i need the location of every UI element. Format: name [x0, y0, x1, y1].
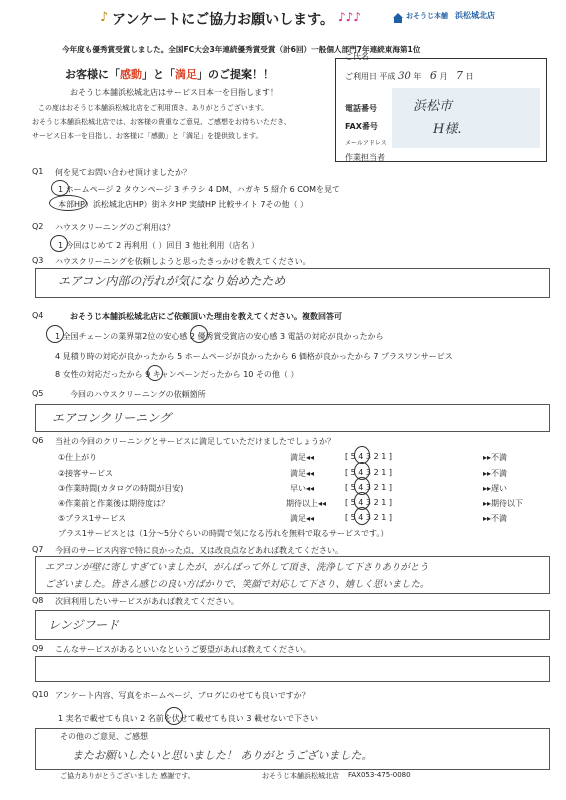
q7-answer-line-1: エアコンが壁に寄しすぎていましたが、がんばって外して頂き、洗浄して下さりありがとう: [45, 562, 429, 573]
q3-label: Q3: [32, 256, 44, 265]
email-label: メールアドレス: [345, 140, 387, 147]
q9-label: Q9: [32, 644, 44, 653]
q6-row-5-scale: [ 5 4 3 2 1 ]: [345, 513, 392, 522]
q5-label: Q5: [32, 389, 44, 398]
q8-answer: レンジフード: [48, 618, 120, 632]
q6-row-2-left: 満足◂◂: [290, 469, 315, 478]
q8-label: Q8: [32, 596, 44, 605]
footer-store: おそうじ本舗浜松城北店: [262, 772, 339, 780]
handwritten-name: H様.: [433, 122, 462, 137]
q4-line-1: 1 全国チェーンの業界第2位の安心感 2 優秀賞受賞店の安心感 3 電話の対応が良かったから: [55, 332, 384, 341]
q3-answer: エアコン内部の汚れが気になり始めたため: [58, 274, 286, 288]
q3-question: ハウスクリーニングを依頼しようと思ったきっかけを教えてください。: [55, 257, 311, 266]
q2-answer-circle: [50, 235, 68, 252]
q6-row-1-left: 満足◂◂: [290, 453, 315, 462]
music-note-icon: ♪: [100, 10, 109, 25]
q5-answer: エアコンクリーニング: [52, 411, 171, 425]
q9-question: こんなサービスがあるといいなというご要望があれば教えてください。: [55, 645, 311, 654]
proposal-text: お客様に「感動」と「満足」のご提案！！: [65, 68, 274, 81]
q7-answer-line-2: ございました。皆さん感じの良い方ばかりで、笑顔で対応して下さり、嬉しく思いました。: [45, 579, 430, 590]
q6-row-5-item: ⑤プラス1サービス: [58, 514, 127, 523]
q1-options-2: 本部HP）浜松城北店HP）街ネタHP 実績HP 比較サイト 7その他（ ）: [58, 200, 309, 209]
q6-row-3-left: 早い◂◂: [290, 484, 315, 493]
q6-row-3-right: ▸▸遅い: [483, 484, 508, 493]
fax-label: FAX番号: [345, 122, 378, 131]
q6-row-2-right: ▸▸不満: [483, 469, 508, 478]
q6-note: プラス1サービスとは（1分～5分ぐらいの時間で気になる汚れを無料で取るサービスです。）: [58, 529, 389, 538]
brand-logo: おそうじ本舗: [406, 12, 448, 20]
intro-p3: サービス日本一を目指し、お客様に「感動」と「満足」を提供致します。: [32, 132, 263, 140]
q4-label: Q4: [32, 311, 44, 320]
q10-answer-circle: [165, 707, 183, 725]
q6-row-1-right: ▸▸不満: [483, 453, 508, 462]
date-month: 6: [429, 69, 437, 82]
q6-row-3-scale: [ 5 4 3 2 1 ]: [345, 483, 392, 492]
service-text: おそうじ本舗浜松城北店はサービス日本一を目指します！: [70, 88, 278, 97]
date-day: 7: [456, 69, 464, 82]
date-year: 30: [398, 71, 411, 82]
store-logo: 浜松城北店: [455, 11, 495, 20]
q10-label: Q10: [32, 690, 49, 699]
q6-row-5-right: ▸▸不満: [483, 514, 508, 523]
q1-options-1: 1 ホームページ 2 タウンページ 3 チラシ 4 DM、ハガキ 5 紹介 6 COMを見て: [58, 185, 341, 194]
q6-question: 当社の今回のクリーニングとサービスに満足していただけましたでしょうか？: [55, 437, 335, 446]
q6-label: Q6: [32, 436, 44, 445]
q6-row-5-circle: [354, 507, 370, 525]
q6-row-4-right: ▸▸期待以下: [483, 499, 524, 508]
music-notes-icon: ♪♪♪: [338, 10, 361, 24]
date-label: [345, 69, 474, 82]
intro-p2: おそうじ本舗浜松城北店では、お客様の貴重なご意見、ご感想をお待ちいただき、: [32, 118, 291, 126]
name-label: ご氏名: [345, 52, 369, 61]
q5-question: 今回のハウスクリーニングの依頼箇所: [70, 390, 206, 399]
handwritten-city: 浜松市: [413, 99, 453, 114]
q1-answer-circle-2: [49, 195, 87, 211]
q6-row-1-scale: [ 5 4 3 2 1 ]: [345, 452, 392, 461]
q2-options: 1 今回はじめて 2 再利用（ ）回目 3 他社利用（店名 ）: [58, 241, 260, 250]
q4-answer-circle-9: [147, 365, 163, 381]
q10-other-answer: またお願いしたいと思いました！ ありがとうございました。: [72, 749, 373, 762]
q6-row-3-item: ③作業時間(カタログの時間が目安): [58, 484, 184, 493]
q6-row-4-scale: [ 5 4 3 2 1 ]: [345, 498, 392, 507]
date-year-unit: 年: [413, 72, 422, 81]
q8-question: 次回利用したいサービスがあれば教えてください。: [55, 597, 239, 606]
q9-answer-box: [35, 656, 550, 682]
q7-question: 今回のサービス内容で特に良かった点、又は改良点などあれば教えてください。: [55, 546, 343, 555]
intro-p1: この度はおそうじ本舗浜松城北店をご利用頂き、ありがとうございます。: [38, 104, 269, 112]
q4-question: おそうじ本舗浜松城北店にご依頼頂いた理由を教えてください。複数回答可: [70, 312, 342, 321]
q7-label: Q7: [32, 545, 44, 554]
phone-label: 電話番号: [345, 104, 377, 113]
q4-line-2: 4 見積り時の対応が良かったから 5 ホームページが良かったから 6 価格が良かったから 7 プラスワンサービス: [55, 352, 453, 361]
q10-options: 1 実名で載せても良い 2 名前を伏せて載せても良い 3 載せないで下さい: [58, 714, 318, 723]
q6-row-4-left: 期待以上◂◂: [286, 499, 327, 508]
q2-label: Q2: [32, 222, 44, 231]
page-title: アンケートにご協力お願いします。: [112, 12, 335, 28]
q4-answer-circle-1: [46, 325, 64, 343]
q1-answer-circle: [51, 180, 69, 196]
footer-fax: FAX053-475-0080: [348, 771, 411, 779]
q10-question: アンケート内容、写真をホームページ、ブログにのせても良いですか？: [55, 691, 310, 700]
staff-label: 作業担当者: [345, 153, 385, 162]
q1-label: Q1: [32, 167, 44, 176]
date-month-unit: 月: [439, 72, 448, 81]
q6-row-4-item: ④作業前と作業後は期待度は？: [58, 499, 170, 508]
q6-row-5-left: 満足◂◂: [290, 514, 315, 523]
q10-other-label: その他のご意見、ご感想: [60, 732, 148, 741]
q6-row-2-item: ②接客サービス: [58, 469, 114, 478]
q4-line-3: 8 女性の対応だったから 9 キャンペーンだったから 10 その他（ ）: [55, 370, 299, 379]
award-text: 今年度も優秀賞受賞しました。全国FC大会3年連続優秀賞受賞（計6回）一般個人部門7年連続東海第1位: [62, 45, 421, 54]
house-logo-icon: [392, 9, 404, 21]
q4-answer-circle-2: [190, 325, 208, 343]
date-prefix: ご利用日 平成: [345, 72, 396, 81]
q1-question: 何を見てお問い合わせ頂けましたか？: [55, 168, 191, 177]
q6-row-1-item: ①仕上がり: [58, 453, 98, 462]
footer-thanks: ご協力ありがとうございました 感謝です。: [60, 772, 195, 780]
date-day-unit: 日: [465, 72, 474, 81]
q6-row-2-scale: [ 5 4 3 2 1 ]: [345, 468, 392, 477]
q2-question: ハウスクリーニングのご利用は？: [55, 223, 175, 232]
